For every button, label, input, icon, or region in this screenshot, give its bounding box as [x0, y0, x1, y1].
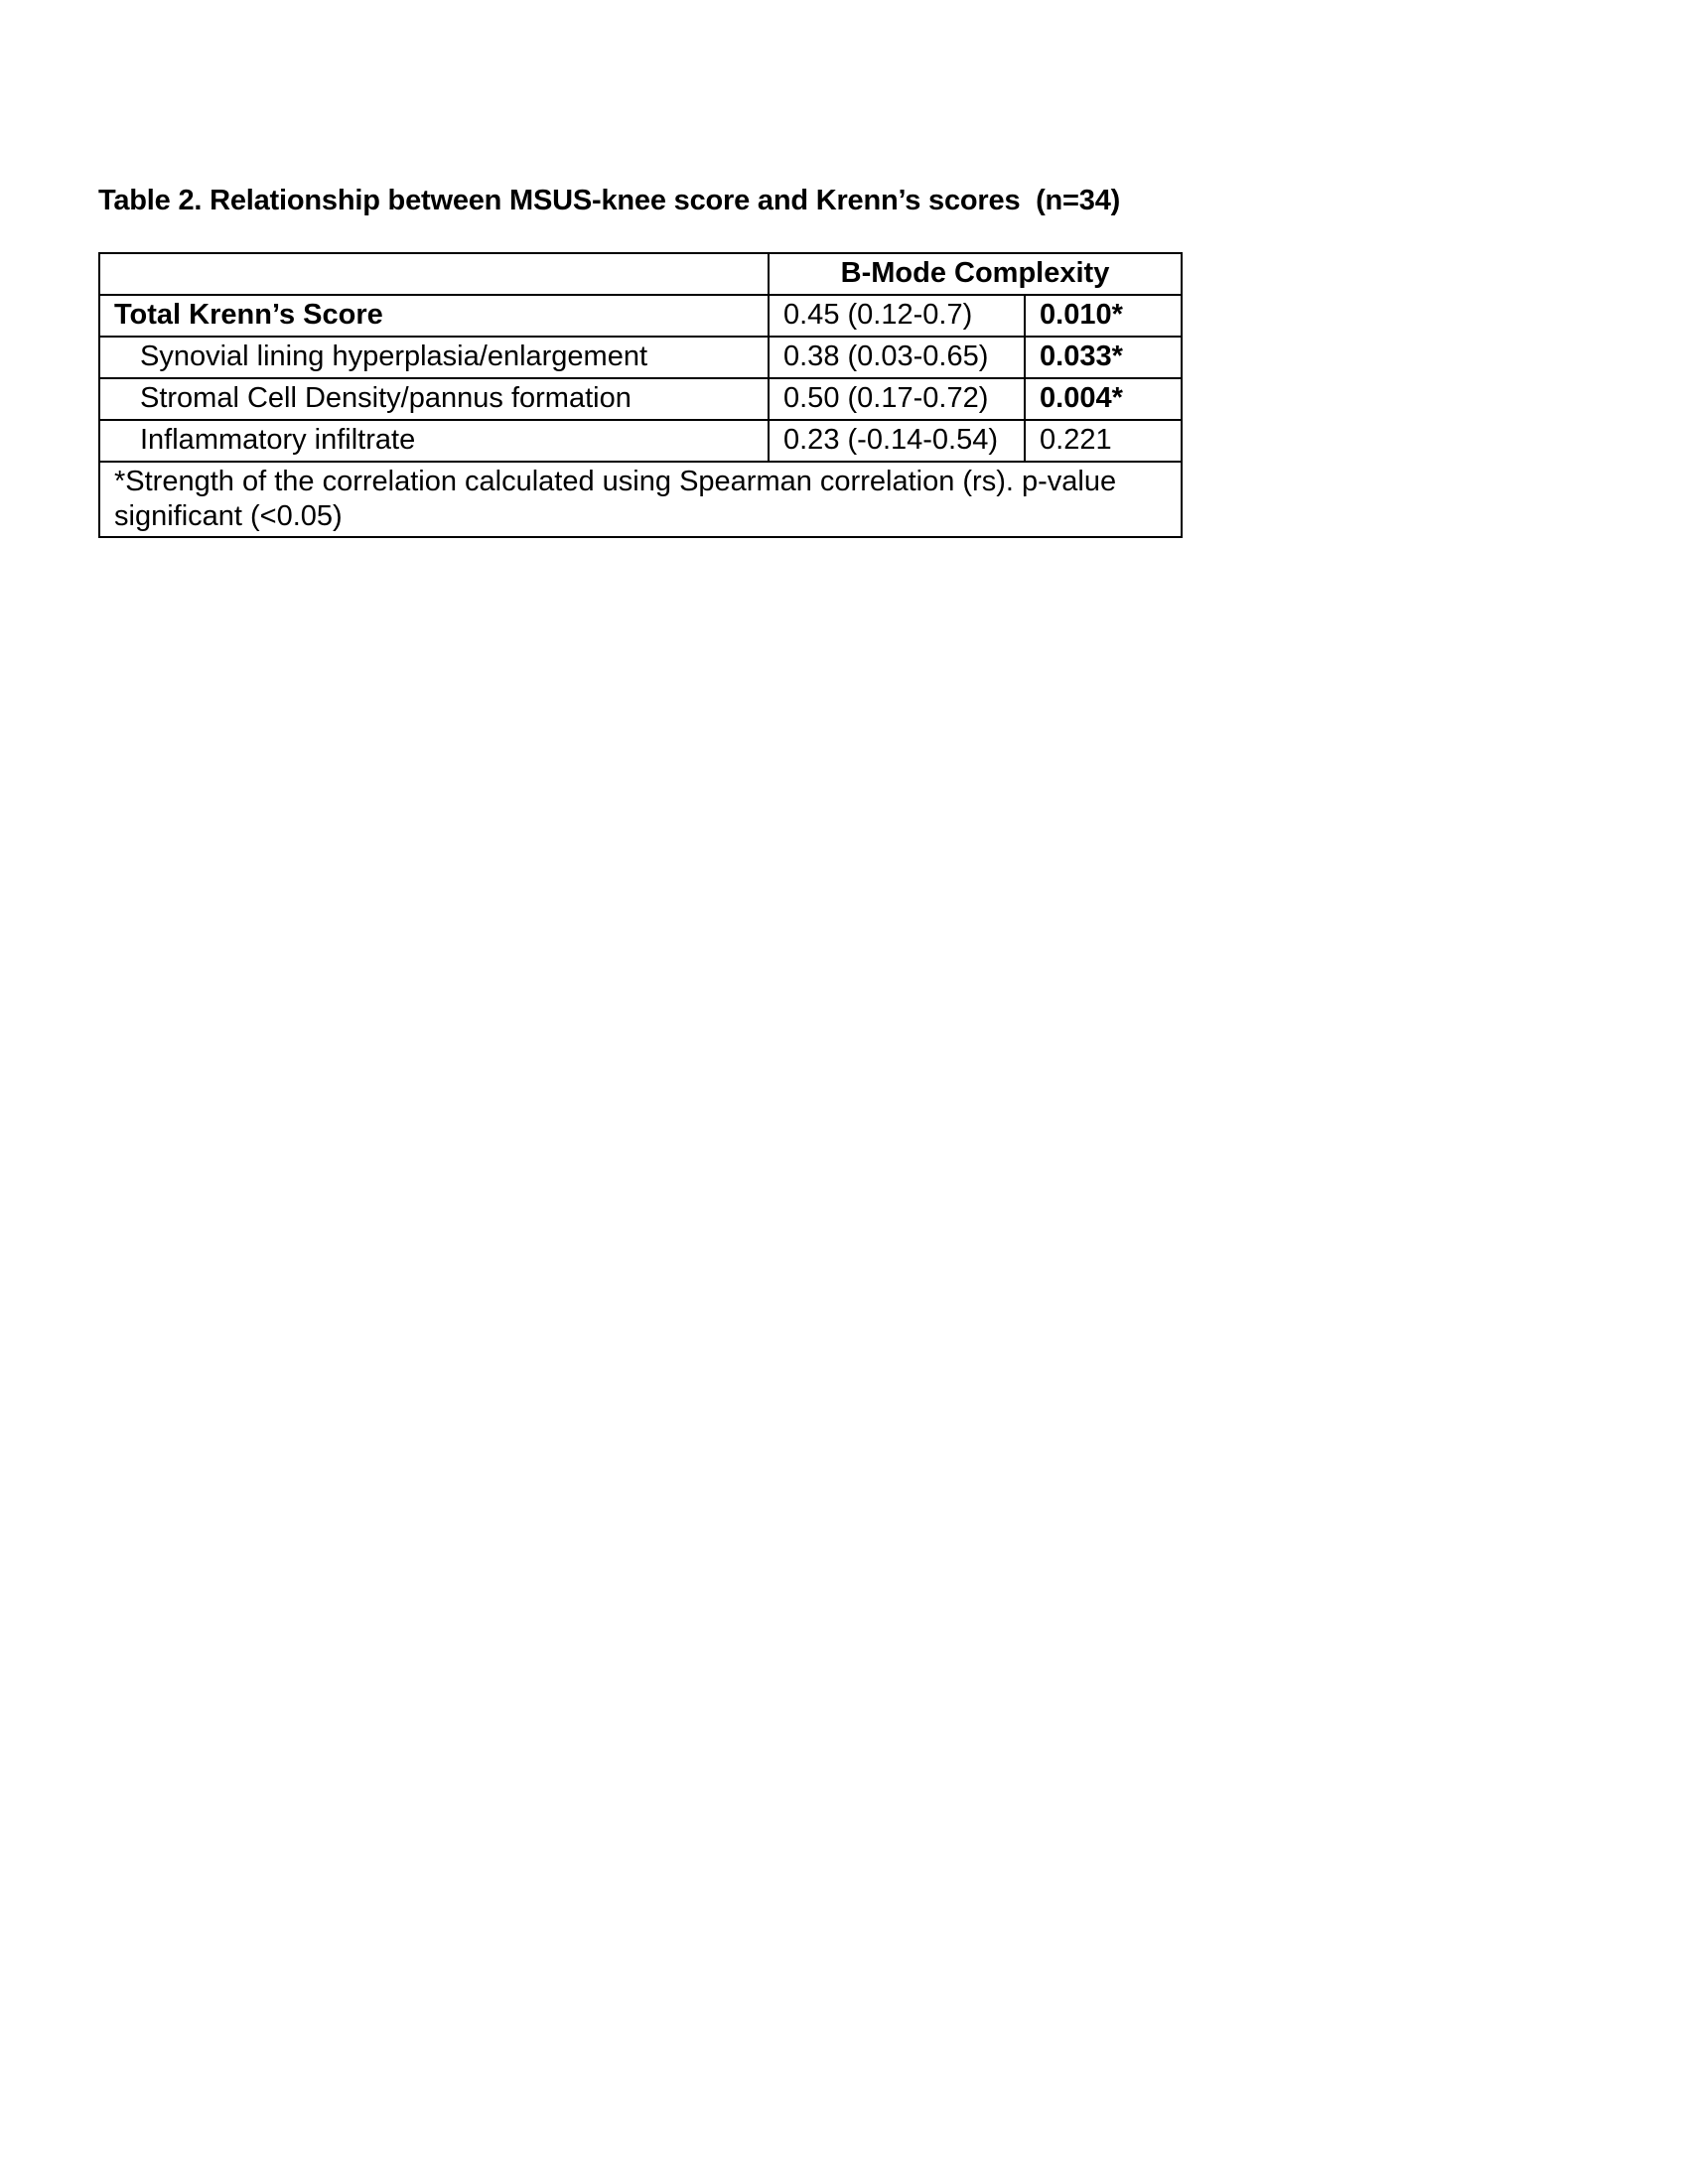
row-correlation-value: 0.23 (-0.14-0.54)	[769, 420, 1025, 462]
row-correlation-value: 0.38 (0.03-0.65)	[769, 337, 1025, 378]
row-correlation-value: 0.45 (0.12-0.7)	[769, 295, 1025, 337]
page-title: Table 2. Relationship between MSUS-knee score and Krenn’s scores (n=34)	[98, 185, 1121, 216]
table-row	[99, 337, 1182, 378]
table-row	[99, 420, 1182, 462]
row-label-synovial-lining: Synovial lining hyperplasia/enlargement	[99, 337, 769, 378]
row-label-inflammatory-infiltrate: Inflammatory infiltrate	[99, 420, 769, 462]
table-footnote: *Strength of the correlation calculated using Spearman correlation (rs). p-value significant (<0.05)	[99, 462, 1182, 537]
table-row	[99, 295, 1182, 337]
header-b-mode-complexity: B-Mode Complexity	[769, 253, 1182, 295]
row-label-stromal-cell-density: Stromal Cell Density/pannus formation	[99, 378, 769, 420]
header-label-cell	[99, 253, 769, 295]
results-table	[98, 252, 1183, 538]
footnote-row	[99, 462, 1182, 537]
row-correlation-value: 0.50 (0.17-0.72)	[769, 378, 1025, 420]
table-row	[99, 378, 1182, 420]
row-label-total-krenn-score: Total Krenn’s Score	[99, 295, 769, 337]
row-p-value: 0.004*	[1025, 378, 1182, 420]
row-p-value: 0.221	[1025, 420, 1182, 462]
row-p-value: 0.010*	[1025, 295, 1182, 337]
row-p-value: 0.033*	[1025, 337, 1182, 378]
table-header-row	[99, 253, 1182, 295]
